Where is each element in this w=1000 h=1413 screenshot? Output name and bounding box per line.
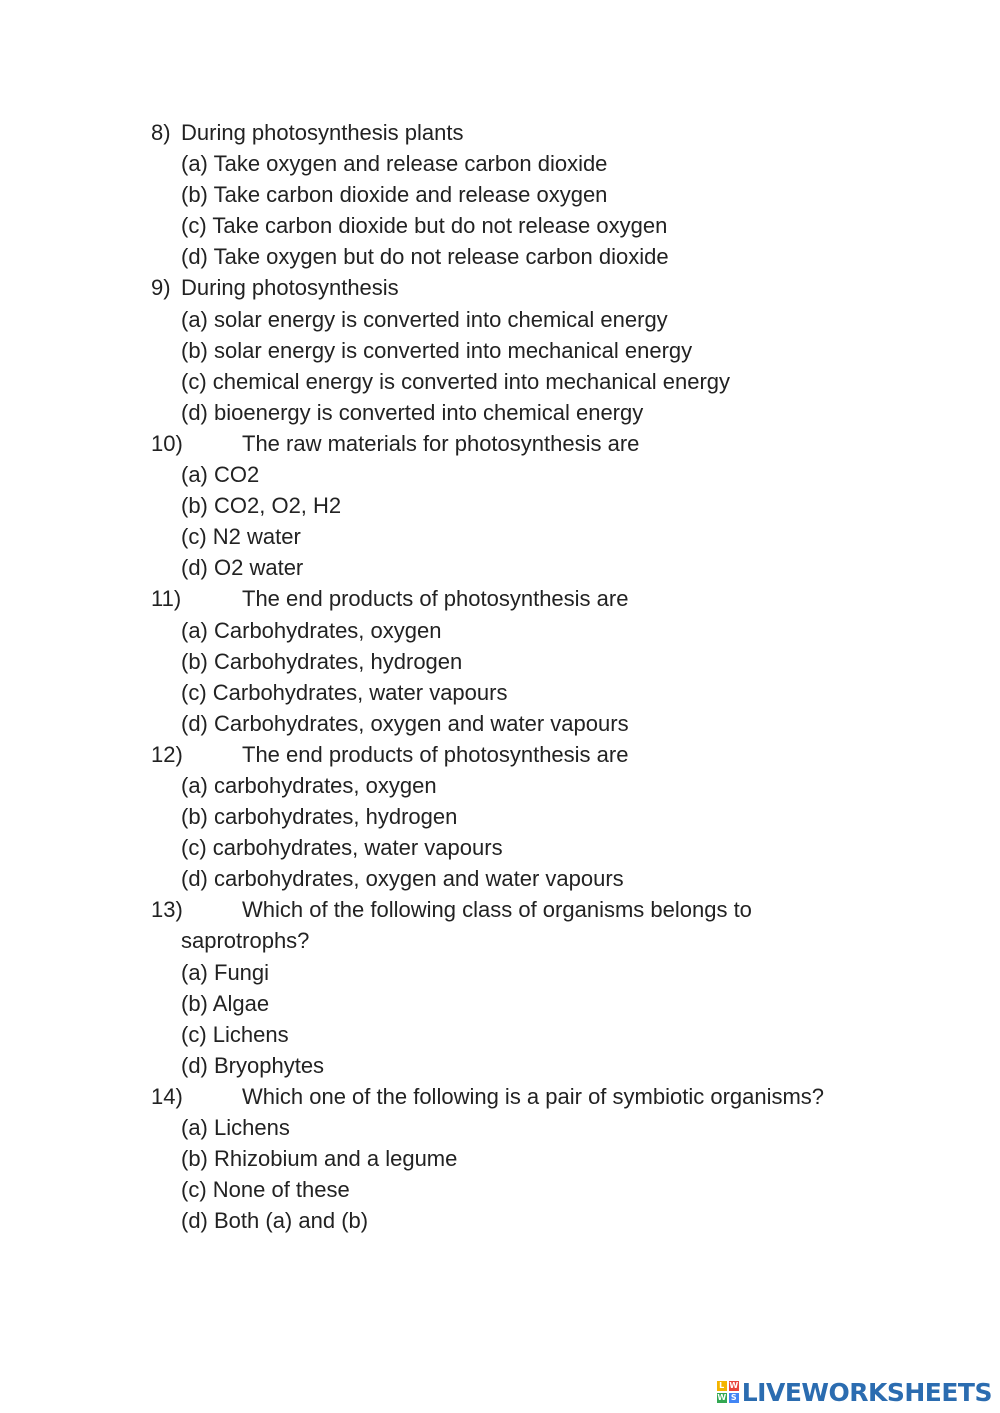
question-text-continuation: saprotrophs?: [181, 928, 310, 954]
logo-mark-square: W: [729, 1381, 739, 1390]
question-number: 8): [151, 120, 171, 145]
question-line: [0, 739, 1000, 770]
logo-mark-icon: [717, 1381, 739, 1403]
option-line: [0, 210, 1000, 241]
option-line: [0, 1174, 1000, 1205]
option-line: [0, 1205, 1000, 1236]
answer-option: (a) Carbohydrates, oxygen: [181, 617, 442, 643]
option-line: [0, 148, 1000, 179]
answer-option: (c) Lichens: [181, 1021, 289, 1047]
question-text: During photosynthesis plants: [181, 120, 464, 145]
answer-option: (a) CO2: [181, 462, 260, 488]
answer-option: (d) Take oxygen but do not release carbon dioxide: [181, 244, 669, 270]
question-text: Which of the following class of organisms belongs to: [242, 897, 752, 923]
answer-option: (c) Carbohydrates, water vapours: [181, 679, 508, 705]
option-line: [0, 1050, 1000, 1081]
question-line-continued: [0, 925, 1000, 956]
option-line: [0, 397, 1000, 428]
option-line: [0, 615, 1000, 646]
option-line: [0, 988, 1000, 1019]
question-number: 10): [151, 430, 183, 456]
answer-option: (d) Bryophytes: [181, 1052, 325, 1078]
option-line: [0, 1112, 1000, 1143]
answer-option: (d) O2 water: [181, 555, 304, 581]
question-line: [0, 1081, 1000, 1112]
liveworksheets-logo: [717, 1379, 992, 1405]
option-line: [0, 863, 1000, 894]
option-line: [0, 770, 1000, 801]
logo-text: LIVEWORKSHEETS: [741, 1377, 992, 1407]
question-number: 13): [151, 897, 183, 923]
question-line: [0, 272, 1000, 303]
option-line: [0, 490, 1000, 521]
answer-option: (d) Carbohydrates, oxygen and water vapours: [181, 710, 629, 736]
option-line: [0, 304, 1000, 335]
option-line: [0, 179, 1000, 210]
answer-option: (d) Both (a) and (b): [181, 1208, 369, 1234]
option-line: [0, 1019, 1000, 1050]
question-text: During photosynthesis: [181, 275, 399, 301]
answer-option: (c) carbohydrates, water vapours: [181, 835, 503, 861]
answer-option: (b) Rhizobium and a legume: [181, 1146, 458, 1172]
option-line: [0, 459, 1000, 490]
option-line: [0, 366, 1000, 397]
answer-option: (d) bioenergy is converted into chemical energy: [181, 399, 644, 425]
answer-option: (c) N2 water: [181, 524, 301, 550]
option-line: [0, 552, 1000, 583]
option-line: [0, 801, 1000, 832]
answer-option: (c) chemical energy is converted into mechanical energy: [181, 368, 731, 394]
question-number: 12): [151, 741, 183, 767]
question-text: The raw materials for photosynthesis are: [242, 430, 640, 456]
answer-option: (b) Algae: [181, 990, 270, 1016]
option-line: [0, 957, 1000, 988]
logo-mark-square: S: [729, 1393, 739, 1403]
question-number: 11): [151, 586, 182, 612]
answer-option: (a) carbohydrates, oxygen: [181, 772, 437, 798]
logo-mark-square: L: [717, 1381, 727, 1391]
option-line: [0, 832, 1000, 863]
answer-option: (c) None of these: [181, 1177, 350, 1203]
question-line: [0, 428, 1000, 459]
answer-option: (b) carbohydrates, hydrogen: [181, 804, 458, 830]
answer-option: (a) solar energy is converted into chemical energy: [181, 306, 668, 332]
question-number: 14): [151, 1083, 183, 1109]
answer-option: (b) solar energy is converted into mechanical energy: [181, 337, 693, 363]
logo-mark-square: W: [717, 1393, 727, 1402]
answer-option: (a) Take oxygen and release carbon dioxide: [181, 151, 608, 177]
option-line: [0, 646, 1000, 677]
question-number: 9): [151, 275, 171, 301]
question-line: [0, 894, 1000, 925]
option-line: [0, 241, 1000, 272]
option-line: [0, 335, 1000, 366]
option-line: [0, 1143, 1000, 1174]
question-line: [0, 583, 1000, 614]
option-line: [0, 708, 1000, 739]
question-text: The end products of photosynthesis are: [242, 586, 629, 612]
option-line: [0, 521, 1000, 552]
question-line: [0, 117, 1000, 148]
answer-option: (b) Carbohydrates, hydrogen: [181, 648, 463, 674]
answer-option: (b) Take carbon dioxide and release oxygen: [181, 182, 608, 208]
answer-option: (c) Take carbon dioxide but do not release oxygen: [181, 213, 668, 239]
question-text: The end products of photosynthesis are: [242, 741, 629, 767]
question-text: Which one of the following is a pair of symbiotic organisms?: [242, 1083, 825, 1109]
answer-option: (a) Lichens: [181, 1115, 290, 1140]
answer-option: (d) carbohydrates, oxygen and water vapours: [181, 866, 624, 892]
option-line: [0, 677, 1000, 708]
worksheet-page: [0, 117, 1000, 1236]
answer-option: (a) Fungi: [181, 959, 270, 985]
answer-option: (b) CO2, O2, H2: [181, 493, 342, 519]
